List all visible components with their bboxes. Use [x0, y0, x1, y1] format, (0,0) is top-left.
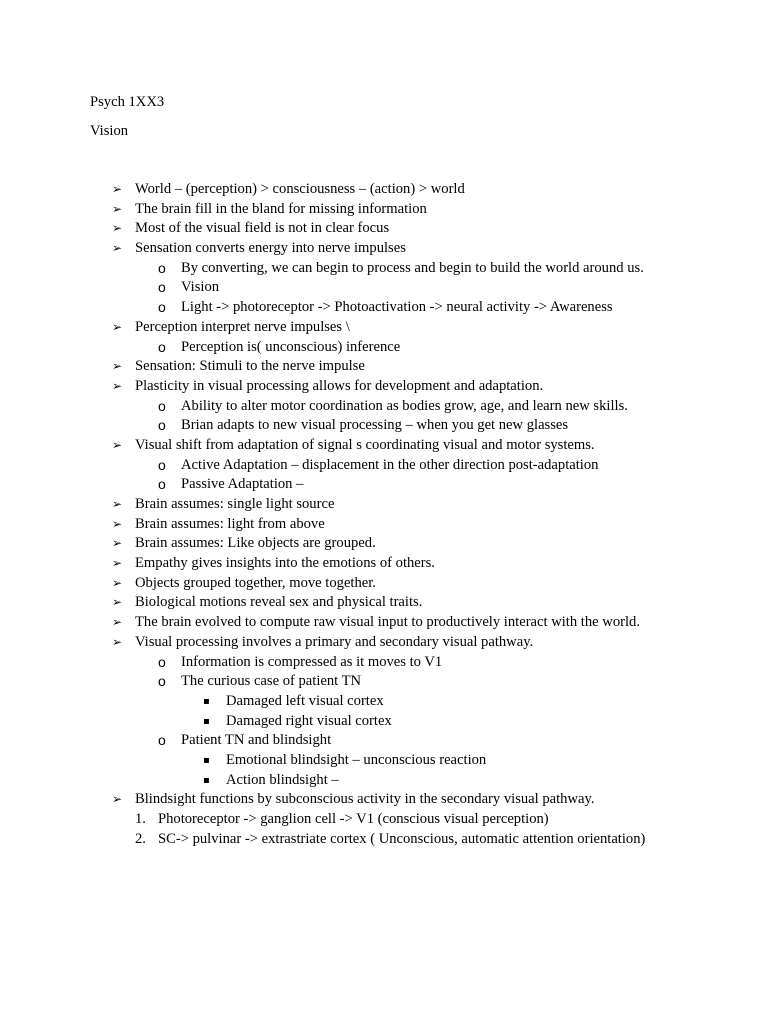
list-number: 2.	[135, 830, 146, 847]
arrow-bullet-icon: ➢	[112, 359, 123, 374]
list-item	[0, 534, 768, 554]
sub-sub-list-item	[0, 751, 768, 771]
list-item	[0, 554, 768, 574]
list-item	[0, 180, 768, 200]
list-item	[0, 790, 768, 810]
list-item-text: Visual shift from adaptation of signal s coordinating visual and motor systems.	[135, 436, 595, 453]
list-item-text: Biological motions reveal sex and physical traits.	[135, 594, 423, 611]
circle-bullet-icon: o	[158, 397, 166, 414]
sub-list-item	[0, 416, 768, 436]
sub-list-item	[0, 456, 768, 476]
arrow-bullet-icon: ➢	[112, 575, 123, 590]
sub-list-item	[0, 475, 768, 495]
list-item	[0, 318, 768, 338]
circle-bullet-icon: o	[158, 279, 166, 296]
circle-bullet-icon: o	[158, 417, 166, 434]
list-item-text: Information is compressed as it moves to V1	[181, 653, 443, 670]
list-item-text: Brain assumes: single light source	[135, 496, 335, 512]
list-item	[0, 239, 768, 259]
arrow-bullet-icon: ➢	[112, 792, 123, 807]
list-item	[0, 633, 768, 653]
list-item-text: Perception is( unconscious) inference	[181, 338, 401, 355]
list-item	[0, 613, 768, 633]
arrow-bullet-icon: ➢	[112, 319, 123, 334]
square-bullet-icon: ▪	[203, 715, 210, 727]
list-item-text: SC-> pulvinar -> extrastriate cortex ( Unconscious, automatic attention orientation)	[158, 830, 646, 847]
list-item	[0, 357, 768, 377]
arrow-bullet-icon: ➢	[112, 378, 123, 393]
sub-sub-list-item	[0, 692, 768, 712]
list-item-text: The brain evolved to compute raw visual input to productively interact with the world.	[135, 614, 640, 631]
list-item-text: By converting, we can begin to process and begin to build the world around us.	[181, 259, 644, 276]
list-item	[0, 377, 768, 397]
circle-bullet-icon: o	[158, 338, 166, 355]
list-item	[0, 515, 768, 535]
list-item-text: Blindsight functions by subconscious activity in the secondary visual pathway.	[135, 791, 595, 808]
list-item-text: Perception interpret nerve impulses \	[135, 318, 350, 335]
sub-sub-list-item	[0, 771, 768, 791]
arrow-bullet-icon: ➢	[112, 516, 123, 531]
list-item	[0, 495, 768, 515]
list-item-text: Emotional blindsight – unconscious reaction	[226, 751, 487, 768]
list-item-text: Damaged right visual cortex	[226, 712, 392, 729]
sub-list-item	[0, 298, 768, 318]
list-item-text: Light -> photoreceptor -> Photoactivation -> neural activity -> Awareness	[181, 299, 613, 316]
list-number: 1.	[135, 811, 146, 827]
sub-list-item	[0, 338, 768, 358]
arrow-bullet-icon: ➢	[112, 595, 123, 610]
list-item-text: Damaged left visual cortex	[226, 692, 384, 709]
list-item-text: Active Adaptation – displacement in the other direction post-adaptation	[181, 456, 599, 473]
arrow-bullet-icon: ➢	[112, 497, 123, 511]
square-bullet-icon: ▪	[203, 754, 210, 766]
square-bullet-icon: ▪	[203, 695, 210, 707]
sub-list-item	[0, 278, 768, 298]
list-item-text: Brain assumes: Like objects are grouped.	[135, 535, 376, 552]
arrow-bullet-icon: ➢	[112, 241, 123, 256]
circle-bullet-icon: o	[158, 732, 166, 749]
list-item	[0, 200, 768, 220]
list-item-text: Ability to alter motor coordination as bodies grow, age, and learn new skills.	[181, 397, 628, 414]
list-item	[0, 574, 768, 594]
circle-bullet-icon: o	[158, 476, 166, 493]
list-item	[0, 593, 768, 613]
sub-list-item	[0, 653, 768, 673]
arrow-bullet-icon: ➢	[112, 634, 123, 649]
document-title: Psych 1XX3	[90, 94, 165, 110]
list-item-text: Objects grouped together, move together.	[135, 574, 376, 591]
list-item-text: World – (perception) > consciousness – (action) > world	[135, 181, 465, 197]
circle-bullet-icon: o	[158, 456, 166, 473]
sub-list-item	[0, 259, 768, 279]
arrow-bullet-icon: ➢	[112, 556, 123, 571]
list-item-text: Plasticity in visual processing allows for development and adaptation.	[135, 377, 544, 394]
arrow-bullet-icon: ➢	[112, 182, 123, 196]
circle-bullet-icon: o	[158, 653, 166, 670]
list-item	[0, 436, 768, 456]
numbered-list-item	[0, 830, 768, 850]
sub-list-item	[0, 397, 768, 417]
circle-bullet-icon: o	[158, 259, 166, 276]
document-subtitle: Vision	[90, 123, 129, 139]
circle-bullet-icon: o	[158, 673, 166, 690]
list-item-text: Brian adapts to new visual processing – when you get new glasses	[181, 417, 569, 434]
list-item-text: Patient TN and blindsight	[181, 732, 332, 749]
numbered-list-item	[0, 810, 768, 830]
list-item-text: Passive Adaptation –	[181, 476, 304, 493]
list-item-text: Sensation converts energy into nerve impulses	[135, 240, 406, 257]
circle-bullet-icon: o	[158, 299, 166, 316]
list-item-text: Brain assumes: light from above	[135, 515, 325, 532]
arrow-bullet-icon: ➢	[112, 201, 123, 216]
sub-list-item	[0, 672, 768, 692]
notes-list	[0, 180, 768, 849]
list-item-text: The curious case of patient TN	[181, 673, 362, 690]
list-item-text: Most of the visual field is not in clear focus	[135, 220, 390, 237]
list-item-text: Vision	[181, 279, 220, 296]
arrow-bullet-icon: ➢	[112, 615, 123, 630]
sub-sub-list-item	[0, 712, 768, 732]
list-item-text: Photoreceptor -> ganglion cell -> V1 (conscious visual perception)	[158, 811, 549, 827]
square-bullet-icon: ▪	[203, 774, 210, 786]
list-item-text: Action blindsight –	[226, 771, 339, 788]
list-item-text: The brain fill in the bland for missing information	[135, 200, 427, 217]
arrow-bullet-icon: ➢	[112, 221, 123, 236]
list-item	[0, 219, 768, 239]
list-item-text: Sensation: Stimuli to the nerve impulse	[135, 358, 365, 375]
sub-list-item	[0, 731, 768, 751]
arrow-bullet-icon: ➢	[112, 437, 123, 452]
arrow-bullet-icon: ➢	[112, 536, 123, 551]
list-item-text: Empathy gives insights into the emotions of others.	[135, 555, 435, 572]
list-item-text: Visual processing involves a primary and secondary visual pathway.	[135, 633, 534, 650]
